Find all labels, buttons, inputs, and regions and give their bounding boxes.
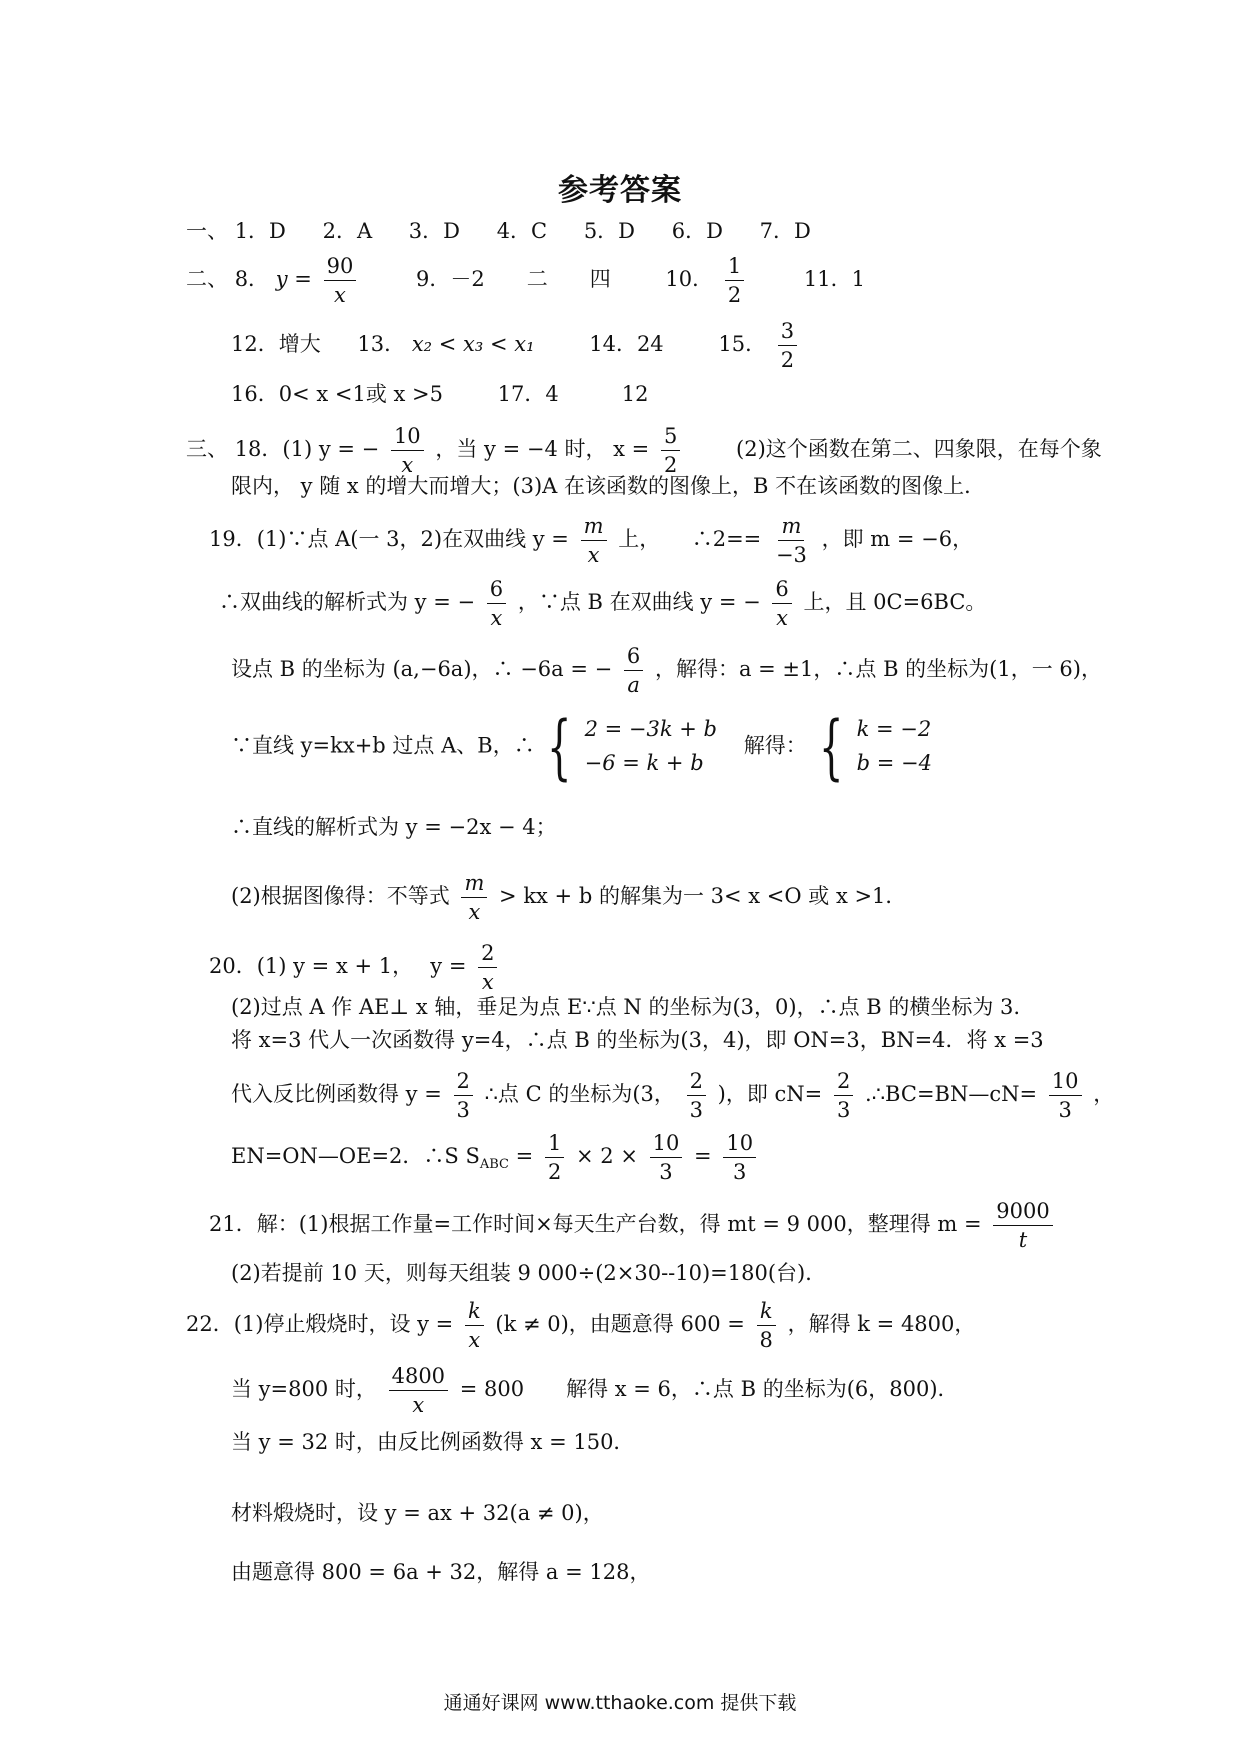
- q22-fraction-2: $\frac{k}{8}$: [757, 1300, 776, 1351]
- answer-4: 4．C: [496, 219, 548, 243]
- q15-number: 15．: [718, 332, 767, 357]
- q17-answer: 17．4 12: [497, 382, 649, 406]
- part1-label: 一、: [186, 219, 228, 243]
- q22-line-3: 当 y = 32 时，由反比例函数得 x = 150．: [231, 1430, 635, 1454]
- q18-fraction-1: $\frac{10}{x}$: [391, 425, 424, 476]
- q20-l4-fraction-1: $\frac{2}{3}$: [454, 1070, 473, 1121]
- part2-row-2: [231, 320, 802, 371]
- q19-l2-fraction-1: $\frac{6}{x}$: [487, 578, 506, 629]
- q18-line-1: 三、 18．(1) y = − $\frac{10}{x}$ ，当 y = −4 时， x = $\frac{5}{2}$ (2)这个函数在第二、四象限，在每个象: [186, 424, 1102, 478]
- q19-line-3: 设点 B 的坐标为 (a,−6a)，∴ −6a = − $\frac{6}{a}$ ，解得：a = ±1，∴点 B 的坐标为(1，一 6)，: [231, 644, 1102, 698]
- answer-1: 1．D: [234, 219, 286, 243]
- part2-label: 二、: [186, 267, 228, 292]
- q14-answer: 14．24: [589, 332, 664, 357]
- q12-answer: 12．增大: [231, 332, 321, 357]
- q22-line-1: 22．(1)停止煅烧时，设 y = $\frac{k}{x}$ (k ≠ 0)，由题意得 600 = $\frac{k}{8}$ ，解得 k = 4800，: [186, 1299, 976, 1353]
- q9-answer: 9．－2 二 四: [416, 267, 611, 292]
- answer-6: 6．D: [671, 219, 723, 243]
- part2-row-3: [231, 384, 648, 405]
- q19-line-4: ∵直线 y=kx+b 过点 A、B，∴ { 2 = −3k + b −6 = k + b 解得： { k = −2 b = −4: [231, 706, 932, 788]
- answer-7: 7．D: [759, 219, 811, 243]
- page-footer: 通通好课网 www.tthaoke.com 提供下载: [443, 1692, 797, 1714]
- answer-2: 2．A: [322, 219, 373, 243]
- q8-number: 8．: [234, 267, 270, 292]
- part1-row: [186, 221, 841, 242]
- q16-answer: 16．0< x <1或 x >5: [231, 382, 443, 406]
- q10-number: 10．: [665, 267, 714, 292]
- q20-l5-fraction-2: $\frac{10}{3}$: [650, 1132, 683, 1183]
- q20-l4-fraction-4: $\frac{10}{3}$: [1049, 1070, 1082, 1121]
- left-brace-2: {: [819, 706, 844, 788]
- q13-answer: x₂ < x₃ < x₁: [411, 332, 535, 357]
- q11-answer: 11．1: [803, 267, 865, 292]
- q20-line-5: EN=ON—OE=2．∴S $S_{ABC}$ = $\frac{1}{2}$ × 2 × $\frac{10}{3}$ = $\frac{10}{3}$: [231, 1132, 761, 1183]
- q19-line-2: ∴双曲线的解析式为 y = − $\frac{6}{x}$ ，∵点 B 在双曲线 y = − $\frac{6}{x}$ 上，且 0C=6BC。: [219, 577, 987, 631]
- equation-system-2: k = −2 b = −4: [856, 717, 932, 775]
- q13-number: 13．: [357, 332, 406, 357]
- q8-lhs: y =: [275, 267, 312, 292]
- q20-line-3: 将 x=3 代人一次函数得 y=4，∴点 B 的坐标为(3，4)，即 ON=3，BN=4．将 x =3: [231, 1028, 1044, 1052]
- left-brace-1: {: [547, 706, 572, 788]
- q20-l4-fraction-3: $\frac{2}{3}$: [834, 1070, 853, 1121]
- q19-l2-fraction-2: $\frac{6}{x}$: [772, 578, 791, 629]
- q19-l3-fraction: $\frac{6}{a}$: [624, 645, 643, 696]
- equation-system-1: 2 = −3k + b −6 = k + b: [584, 717, 718, 775]
- q20-l4-fraction-2: $\frac{2}{3}$: [687, 1070, 706, 1121]
- q20-fraction: $\frac{2}{x}$: [478, 942, 497, 993]
- q20-l5-fraction-1: $\frac{1}{2}$: [545, 1132, 564, 1183]
- q10-fraction: $\frac{1}{2}$: [725, 255, 744, 306]
- q19-line-6: (2)根据图像得：不等式 $\frac{m}{x}$ > kx + b 的解集为一 3< x <O 或 x >1．: [231, 871, 907, 925]
- q20-line-1: 20．(1) y = x + 1， y = $\frac{2}{x}$: [209, 942, 502, 993]
- q15-fraction: $\frac{3}{2}$: [778, 320, 797, 371]
- part2-row-1: [186, 255, 865, 306]
- q22-line-5: 由题意得 800 = 6a + 32，解得 a = 128，: [231, 1560, 651, 1584]
- q21-fraction: $\frac{9000}{t}$: [993, 1200, 1052, 1251]
- page-title: 参考答案: [558, 173, 682, 208]
- q22-line-4: 材料煅烧时，设 y = ax + 32(a ≠ 0)，: [231, 1501, 604, 1525]
- q19-line-1: 19．(1)∵点 A(一 3，2)在双曲线 y = $\frac{m}{x}$ 上， ∴2== $\frac{m}{-3}$ ，即 m = −6，: [209, 514, 974, 568]
- q18-line-2: 限内， y 随 x 的增大而增大；(3)A 在该函数的图像上，B 不在该函数的图像上．: [231, 474, 986, 498]
- q20-line-4: 代入反比例函数得 y = $\frac{2}{3}$ ∴点 C 的坐标为(3， $\frac{2}{3}$ )，即 cN= $\frac{2}{3}$ .∴BC=BN—cN= $\frac{10}{3}$ ，: [231, 1069, 1115, 1123]
- answer-5: 5．D: [583, 219, 636, 243]
- q20-line-2: (2)过点 A 作 AE⊥ x 轴，垂足为点 E∵点 N 的坐标为(3，0)，∴点 B 的横坐标为 3.: [231, 995, 1021, 1019]
- part3-label: 三、: [186, 437, 228, 462]
- answer-3: 3．D: [408, 219, 460, 243]
- q19-fraction-2: $\frac{m}{-3}$: [775, 514, 807, 568]
- q21-line-1: 21．解：(1)根据工作量=工作时间×每天生产台数，得 mt = 9 000，整理得 m = $\frac{9000}{t}$: [209, 1200, 1058, 1251]
- q21-line-2: (2)若提前 10 天，则每天组装 9 000÷(2×30--10)=180(台)．: [231, 1261, 827, 1285]
- q19-line-5: ∴直线的解析式为 y = −2x − 4；: [231, 815, 557, 839]
- q19-l6-fraction: $\frac{m}{x}$: [461, 872, 487, 923]
- q19-fraction-1: $\frac{m}{x}$: [581, 515, 607, 566]
- q20-l5-fraction-3: $\frac{10}{3}$: [723, 1132, 756, 1183]
- q8-fraction: $\frac{90}{x}$: [324, 255, 357, 306]
- q22-l2-fraction: $\frac{4800}{x}$: [389, 1365, 448, 1416]
- q22-fraction-1: $\frac{k}{x}$: [465, 1300, 484, 1351]
- q22-line-2: 当 y=800 时， $\frac{4800}{x}$ = 800 解得 x = 6，∴点 B 的坐标为(6，800)．: [231, 1364, 959, 1418]
- q18-fraction-2: $\frac{5}{2}$: [661, 425, 680, 476]
